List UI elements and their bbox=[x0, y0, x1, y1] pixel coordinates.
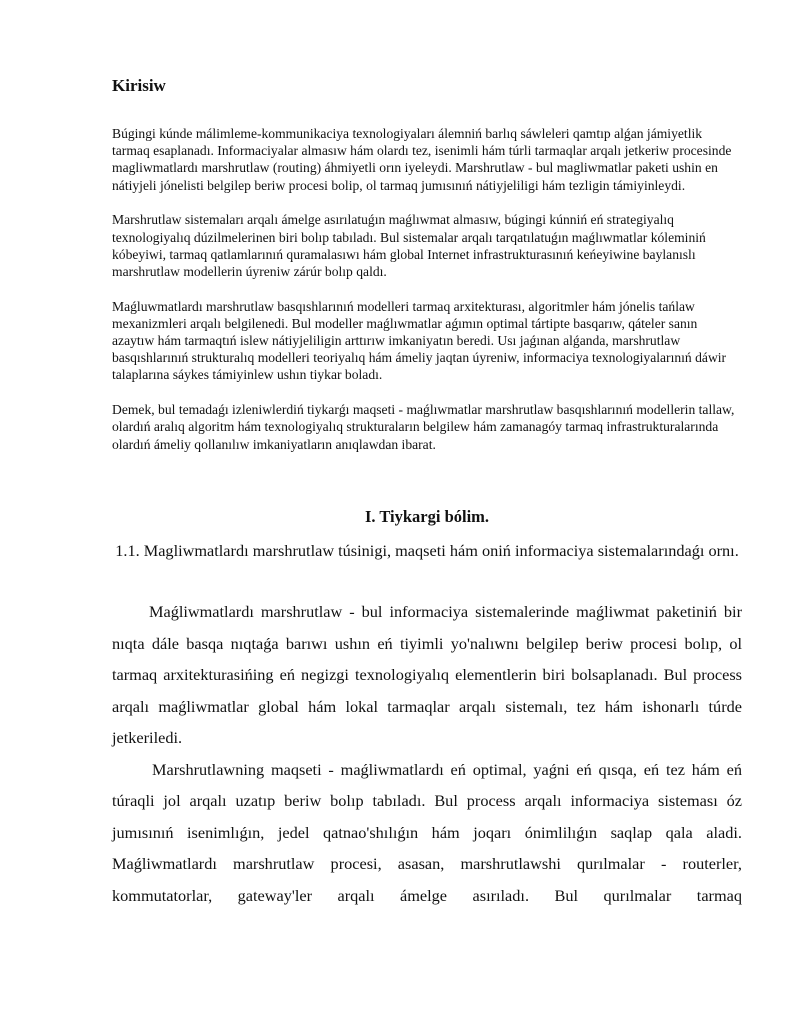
section-heading: I. Tiykargi bólim. bbox=[364, 507, 490, 526]
body-paragraph-2: Marshrutlawning maqseti - maǵliwmatlardı eń optimal, yaǵni eń qısqa, eń tez hám eń túraqli jol arqalı uzatıp beriw bolıp tabıladı. Bul process arqalı informaciya sisteması óz jumısınıń isenimlıǵın, jedel qatnao'shılıǵın hám joqarı ónimlilıǵın saqlap qala aladi. Maǵliwmatlardı marshrutlaw procesi, asasan, marshrutlawshi qurılmalar - routerler, kommutatorlar, gateway'ler arqalı ámelge asırıladı. Bul qurılmalar tarmaq bbox=[112, 759, 742, 905]
intro-heading: Kirisiw bbox=[112, 76, 166, 95]
intro-paragraph-2: Marshrutlaw sistemaları arqalı ámelge asırılatuǵın maǵlıwmat almasıw, búgingi kúnniń eń strategiyalıq texnologiyalıq dúzilmelerinen biri bolıp tabıladı. Bul sistemalar arqalı tarqatılatuǵın maǵlıwmatlar kóleminiń kóbeyiwi, tarmaq qatlamlarınıń quramalasıwı hám global Internet infrastrukturasınıń keńeyiwine baylanıslı marshrutlaw modellerin úyreniw zárúr bolıp qaldı. bbox=[112, 212, 706, 279]
body-paragraph-1: Maǵliwmatlardı marshrutlaw - bul informaciya sistemalerinde maǵliwmat paketiniń bir nıqta dále basqa nıqtaǵa barıwı ushın eń tiyimli yo'nalıwnı belgilep beriw procesi bolıp, ol tarmaq arxitekturasińing eń negizgi texnologiyalıq elementlerin biri bolsaplanadı. Bul process arqalı maǵliwmatlar global hám lokal tarmaqlar arqalı sistemalı, tez hám ishonarlı túrde jetkeriledi. bbox=[112, 602, 742, 747]
section-body bbox=[112, 596, 742, 911]
intro-paragraph-1: Búgingi kúnde málimleme-kommunikaciya texnologiyaları álemniń barlıq sáwleleri qamtıp alǵan jámiyetlik tarmaq esaplanadı. Informaciyalar almasıw hám olardı tez, isenimli hám túrli tarmaqlar arqalı jetkeriw procesinde magliwmatlardı marshrutlaw (routing) áhmiyetli orın iyeleydi. Marshrutlaw - bul magliwmatlar paketi ushin en nátiyjeli jónelisti belgilep beriw procesi bolip, ol tarmaq jumısınıń nátiyjeliligi hám tezligin támiyinleydi. bbox=[112, 126, 732, 193]
subsection-heading: 1.1. Magliwmatlardı marshrutlaw túsinigi, maqseti hám oniń informaciya sistemalarındaǵı ornı. bbox=[115, 541, 739, 560]
intro-section bbox=[112, 125, 742, 470]
intro-paragraph-3: Maǵluwmatlardı marshrutlaw basqıshlarınıń modelleri tarmaq arxitekturası, algoritmler hám jónelis tańlaw mexanizmleri arqalı belgilenedi. Bul modeller maǵlıwmatlar aǵımın optimal tártipte basqarıw, qáteler sanın azaytıw hám tarmaqtıń islew nátiyjeliligin arttırıw imkaniyatın beredi. Usı jaǵınan alǵanda, marshrutlaw basqıshlarınıń strukturalıq modelleri teoriyalıq hám ámeliy jaqtan úyreniw, informaciya texnologiyalarınıń dáwir talaplarına sáykes támiyinlew ushın tiykar boladı. bbox=[112, 298, 727, 383]
intro-paragraph-4: Demek, bul temadaǵı izleniwlerdiń tiykarǵı maqseti - maǵlıwmatlar marshrutlaw basqıshlarınıń modellerin tallaw, olardıń aralıq algoritm hám texnologiyalıq strukturaların belgilew hám zamanagóy tarmaq infrastrukturalarında olardıń ámeliy qollanılıw imkaniyatların anıqlawdan ibarat. bbox=[112, 402, 735, 452]
